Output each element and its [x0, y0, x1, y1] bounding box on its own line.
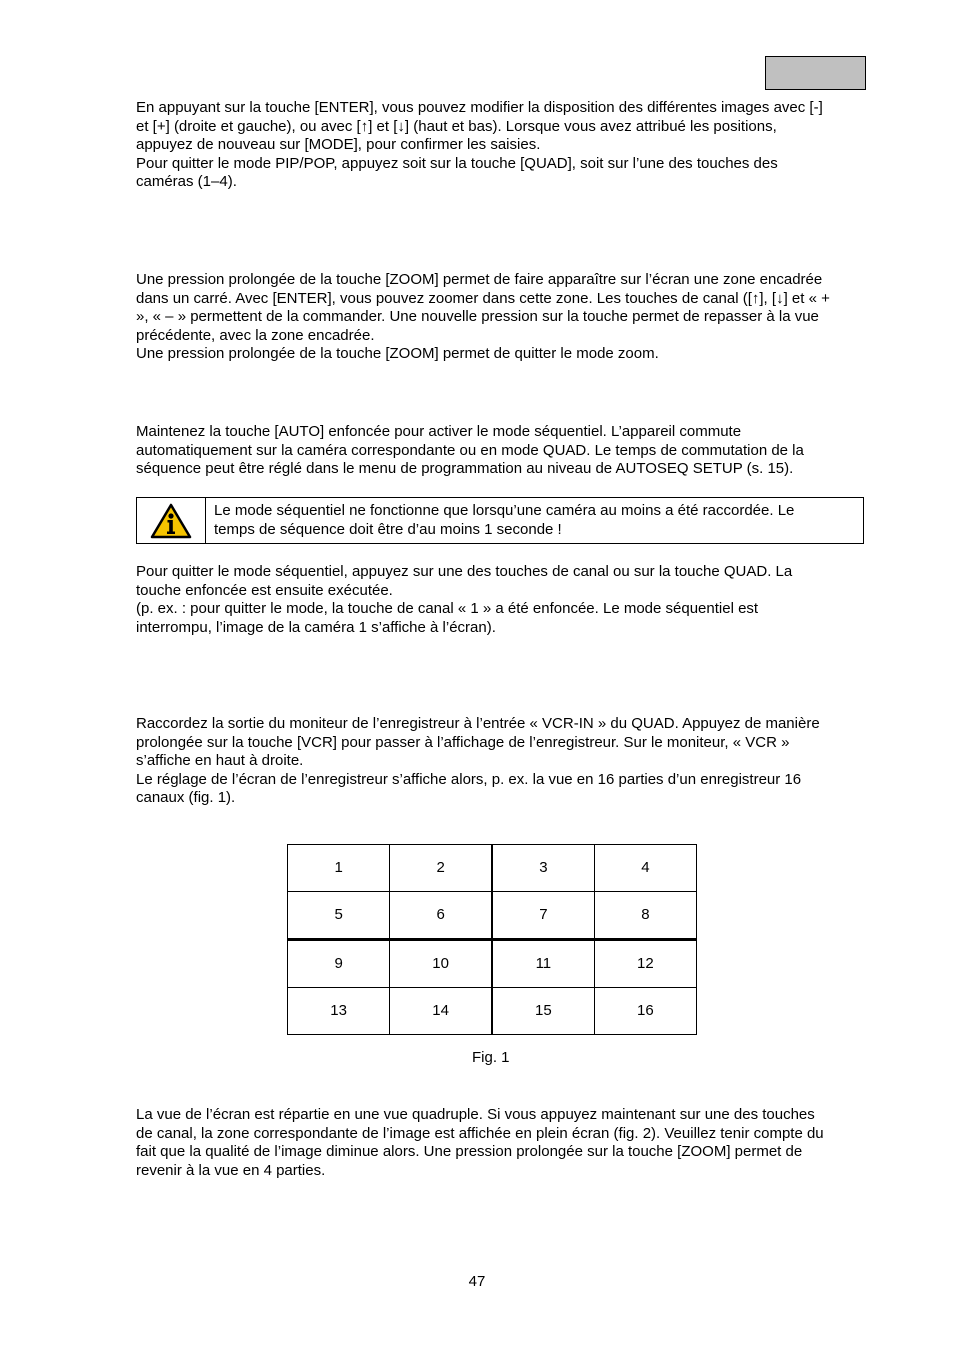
note-line: temps de séquence doit être d’au moins 1 seconde !: [214, 520, 562, 538]
text-line: Maintenez la touche [AUTO] enfoncée pour activer le mode séquentiel. L’appareil commute: [136, 423, 742, 440]
paragraph-quit-sequence: [136, 563, 881, 637]
grid-cell: 13: [288, 988, 390, 1035]
text-line: Une pression prolongée de la touche [ZOOM] permet de quitter le mode zoom.: [136, 345, 659, 362]
text-line: caméras (1–4).: [136, 173, 237, 190]
note-box: [136, 497, 864, 544]
grid-cell: 6: [390, 892, 492, 940]
paragraph-auto-sequence: [136, 423, 881, 479]
text-line: touche enfoncée est ensuite exécutée.: [136, 581, 393, 599]
grid-row: [288, 892, 697, 940]
grid-row: [288, 845, 697, 892]
grid-cell: 12: [594, 940, 696, 988]
info-warning-icon: [150, 503, 192, 539]
text-line: Raccordez la sortie du moniteur de l’enregistreur à l’entrée « VCR-IN » du QUAD. Appuyez de manière: [136, 715, 820, 732]
text-line: dans un carré. Avec [ENTER], vous pouvez zoomer dans cette zone. Les touches de canal ([↑], [↓] et « +: [136, 289, 830, 307]
text-line: Pour quitter le mode séquentiel, appuyez sur une des touches de canal ou sur la touche QUAD. La: [136, 563, 793, 580]
text-line: de canal, la zone correspondante de l’image est affichée en plein écran (fig. 2). Veuillez tenir compte du: [136, 1124, 824, 1142]
text-line: », « – » permettent de la commander. Une nouvelle pression sur la touche permet de repasser à la vue: [136, 308, 819, 325]
page-number: 47: [468, 1273, 486, 1290]
text-line: séquence peut être réglé dans le menu de programmation au niveau de AUTOSEQ SETUP (s. 15).: [136, 460, 794, 477]
grid-cell: 14: [390, 988, 492, 1035]
grid-cell: 2: [390, 845, 492, 892]
note-text: [206, 498, 862, 543]
text-line: automatiquement sur la caméra correspondante ou en mode QUAD. Le temps de commutation de la: [136, 441, 804, 459]
grid-cell: 15: [492, 988, 594, 1035]
text-line: précédente, avec la zone encadrée.: [136, 326, 375, 344]
paragraph-vcr: [136, 715, 881, 808]
figure-caption: Fig. 1: [472, 1049, 510, 1066]
grid-cell: 4: [594, 845, 696, 892]
text-line: En appuyant sur la touche [ENTER], vous pouvez modifier la disposition des différentes images avec [-]: [136, 99, 823, 116]
text-line: canaux (fig. 1).: [136, 789, 236, 806]
paragraph-pip-pop: [136, 99, 881, 192]
grid-cell: 5: [288, 892, 390, 940]
text-line: La vue de l’écran est répartie en une vue quadruple. Si vous appuyez maintenant sur une des touches: [136, 1106, 815, 1123]
figure-16-split-grid: [287, 844, 697, 1035]
text-line: Une pression prolongée de la touche [ZOOM] permet de faire apparaître sur l’écran une zone encadrée: [136, 271, 823, 288]
grid-cell: 3: [492, 845, 594, 892]
text-line: et [+] (droite et gauche), ou avec [↑] et [↓] (haut et bas). Lorsque vous avez attribué les positions,: [136, 117, 777, 135]
note-line: Le mode séquentiel ne fonctionne que lorsqu’une caméra au moins a été raccordée. Le: [214, 502, 795, 519]
text-line: s’affiche en haut à droite.: [136, 752, 304, 769]
header-grey-box: [765, 56, 866, 90]
text-line: Pour quitter le mode PIP/POP, appuyez soit sur la touche [QUAD], soit sur l’une des touches des: [136, 154, 778, 172]
grid-cell: 9: [288, 940, 390, 988]
grid-cell: 11: [492, 940, 594, 988]
grid-cell: 10: [390, 940, 492, 988]
text-line: (p. ex. : pour quitter le mode, la touche de canal « 1 » a été enfoncée. Le mode séquentiel est: [136, 600, 759, 617]
grid-cell: 7: [492, 892, 594, 940]
grid-cell: 1: [288, 845, 390, 892]
text-line: prolongée sur la touche [VCR] pour passer à l’affichage de l’enregistreur. Sur le moniteur, « VCR »: [136, 733, 790, 751]
text-line: interrompu, l’image de la caméra 1 s’affiche à l’écran).: [136, 618, 496, 636]
text-line: Le réglage de l’écran de l’enregistreur s’affiche alors, p. ex. la vue en 16 parties d’un enregistreur 16: [136, 770, 802, 788]
grid-row: [288, 988, 697, 1035]
grid-cell: 8: [594, 892, 696, 940]
note-icon-cell: [137, 498, 206, 543]
text-line: fait que la qualité de l’image diminue alors. Une pression prolongée sur la touche [ZOOM] permet de: [136, 1143, 803, 1160]
paragraph-quad-view: [136, 1106, 881, 1180]
text-line: appuyez de nouveau sur [MODE], pour confirmer les saisies.: [136, 136, 541, 153]
grid-cell: 16: [594, 988, 696, 1035]
text-line: revenir à la vue en 4 parties.: [136, 1161, 326, 1179]
grid-row: [288, 940, 697, 988]
paragraph-zoom: [136, 271, 881, 364]
